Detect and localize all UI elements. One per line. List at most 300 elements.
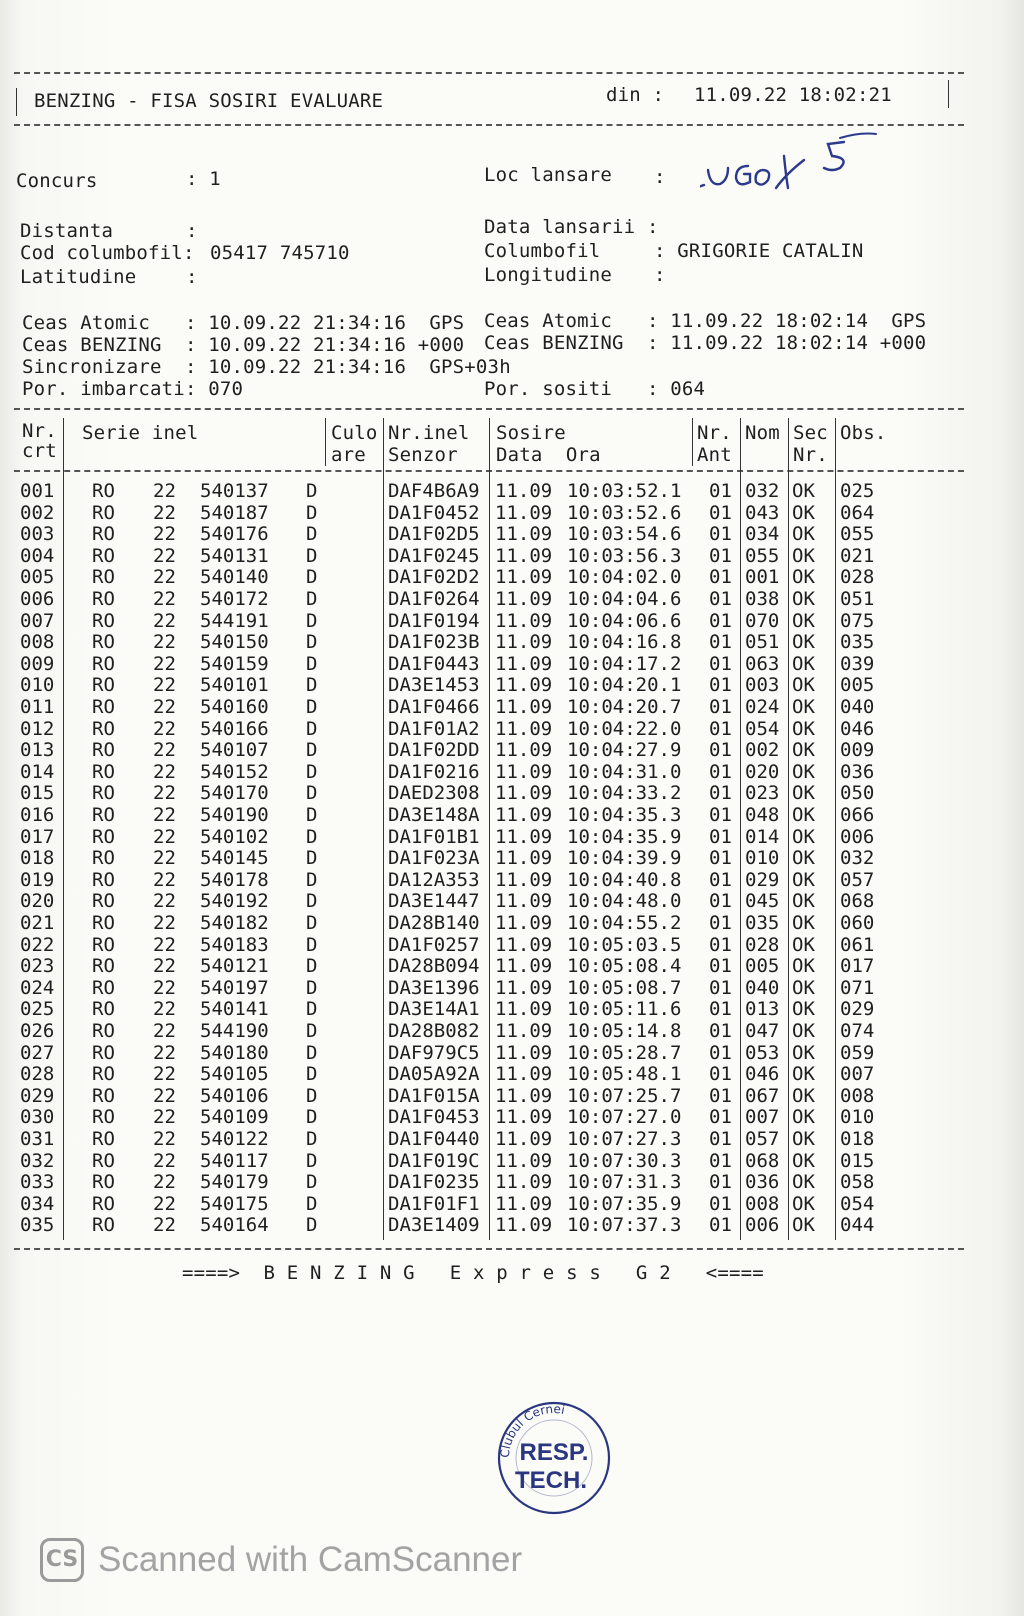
cell-sex: D (306, 480, 318, 502)
cell-ring-number: 540187 (200, 501, 269, 524)
cell-sensor-id: DA1F0453 (388, 1106, 480, 1129)
cell-country: RO (92, 588, 115, 610)
cell-sensor-id: DA28B094 (388, 955, 480, 978)
cell-sec-status: OK (792, 976, 815, 999)
cell-antenna: 01 (709, 674, 732, 697)
cell-time: 10:04:04.6 (567, 588, 682, 610)
cell-sec-status: OK (792, 890, 815, 913)
cell-year: 22 (153, 847, 176, 870)
cell-year: 22 (153, 739, 176, 762)
cell-year: 22 (153, 1020, 176, 1042)
cell-obs: 032 (840, 847, 875, 870)
cell-time: 10:07:37.3 (567, 1214, 682, 1237)
table-row (0, 1214, 1024, 1236)
cell-nr: 015 (20, 782, 55, 805)
cell-sec-status: OK (792, 760, 815, 783)
cell-sec-status: OK (792, 523, 815, 546)
cell-country: RO (92, 1171, 115, 1194)
cell-country: RO (92, 480, 115, 502)
table-row (0, 1171, 1024, 1193)
table-row (0, 934, 1024, 956)
cell-sex: D (306, 890, 318, 913)
cell-sex: D (306, 804, 318, 826)
cell-time: 10:07:30.3 (567, 1149, 682, 1172)
cell-nominal: 046 (745, 1063, 780, 1086)
cell-obs: 005 (840, 674, 875, 697)
cell-sex: D (306, 1149, 318, 1172)
cell-year: 22 (153, 1214, 176, 1237)
cell-ring-number: 540178 (200, 868, 269, 891)
cell-obs: 039 (840, 652, 875, 675)
cell-date: 11.09 (495, 933, 553, 956)
cell-country: RO (92, 868, 115, 891)
cell-sex: D (306, 1063, 318, 1086)
cell-country: RO (92, 1128, 115, 1150)
cell-nominal: 005 (745, 955, 780, 978)
cell-ring-number: 544191 (200, 609, 269, 632)
cell-sex: D (306, 739, 318, 762)
loc-lansare-label: Loc lansare (484, 164, 613, 186)
cell-antenna: 01 (709, 1128, 732, 1150)
cell-time: 10:04:33.2 (567, 782, 682, 805)
cell-obs: 009 (840, 739, 875, 762)
cell-nominal: 051 (745, 631, 780, 654)
cell-date: 11.09 (495, 1171, 553, 1194)
camscanner-text: Scanned with CamScanner (98, 1540, 523, 1579)
cell-country: RO (92, 501, 115, 524)
cell-antenna: 01 (709, 760, 732, 783)
cell-antenna: 01 (709, 1214, 732, 1237)
cell-sec-status: OK (792, 1084, 815, 1107)
cell-nominal: 032 (745, 480, 780, 502)
cell-nr: 029 (20, 1084, 55, 1107)
cell-time: 10:07:25.7 (567, 1084, 682, 1107)
cell-country: RO (92, 955, 115, 978)
cell-country: RO (92, 1020, 115, 1042)
distanta-label: Distanta (20, 220, 114, 242)
cell-time: 10:07:35.9 (567, 1192, 682, 1215)
cell-antenna: 01 (709, 1106, 732, 1129)
cell-ring-number: 540170 (200, 782, 269, 805)
cell-year: 22 (153, 652, 176, 675)
stamp-line-2: TECH. (515, 1467, 587, 1494)
cell-obs: 040 (840, 696, 875, 718)
cell-obs: 007 (840, 1063, 875, 1086)
cell-ring-number: 540197 (200, 976, 269, 999)
cell-year: 22 (153, 1106, 176, 1129)
cell-nr: 003 (20, 523, 55, 546)
cell-sex: D (306, 1128, 318, 1150)
col-nrinel-header-2: Senzor (388, 444, 458, 466)
table-row (0, 653, 1024, 675)
cell-antenna: 01 (709, 480, 732, 502)
cell-date: 11.09 (495, 501, 553, 524)
cell-nr: 013 (20, 739, 55, 762)
table-row (0, 1193, 1024, 1215)
cell-sec-status: OK (792, 674, 815, 697)
cell-nominal: 001 (745, 566, 780, 589)
cell-date: 11.09 (495, 544, 553, 567)
columbofil-label: Columbofil (484, 240, 601, 262)
cell-ring-number: 540101 (200, 674, 269, 697)
cell-antenna: 01 (709, 933, 732, 956)
cell-time: 10:05:08.4 (567, 955, 682, 978)
cell-nr: 019 (20, 868, 55, 891)
cell-sensor-id: DA3E148A (388, 804, 480, 826)
stamp-ring-text: Clubul Cernei (497, 1401, 567, 1459)
club-stamp (495, 1398, 613, 1516)
cell-nominal: 036 (745, 1171, 780, 1194)
cell-sensor-id: DA1F02DD (388, 739, 480, 762)
cell-time: 10:04:39.9 (567, 847, 682, 870)
table-row (0, 631, 1024, 653)
cell-sex: D (306, 588, 318, 610)
cell-time: 10:04:20.7 (567, 696, 682, 718)
cell-sensor-id: DA12A353 (388, 868, 480, 891)
cell-sec-status: OK (792, 480, 815, 502)
cell-nr: 020 (20, 890, 55, 913)
cell-nominal: 029 (745, 868, 780, 891)
cell-sensor-id: DA1F0216 (388, 760, 480, 783)
cell-time: 10:03:52.1 (567, 480, 682, 502)
cell-sensor-id: DA3E1409 (388, 1214, 480, 1237)
cell-year: 22 (153, 998, 176, 1021)
cell-sec-status: OK (792, 501, 815, 524)
cell-date: 11.09 (495, 674, 553, 697)
cell-year: 22 (153, 1149, 176, 1172)
cell-sensor-id: DA1F0440 (388, 1128, 480, 1150)
cell-year: 22 (153, 933, 176, 956)
cell-ring-number: 540121 (200, 955, 269, 978)
table-row (0, 718, 1024, 740)
cell-obs: 025 (840, 480, 875, 502)
cell-antenna: 01 (709, 847, 732, 870)
cell-nr: 024 (20, 976, 55, 999)
cell-obs: 068 (840, 890, 875, 913)
table-row (0, 610, 1024, 632)
col-nrinel-header-1: Nr.inel (388, 422, 470, 444)
cell-sex: D (306, 566, 318, 589)
table-row (0, 912, 1024, 934)
cell-year: 22 (153, 1084, 176, 1107)
cell-year: 22 (153, 717, 176, 740)
cell-sex: D (306, 674, 318, 697)
cell-nr: 031 (20, 1128, 55, 1150)
cell-nr: 009 (20, 652, 55, 675)
cell-sex: D (306, 1214, 318, 1237)
por-sositi: Por. sositi : 064 (484, 378, 706, 400)
cell-ring-number: 540182 (200, 912, 269, 934)
cell-nominal: 014 (745, 825, 780, 848)
cell-ring-number: 540107 (200, 739, 269, 762)
cell-year: 22 (153, 1063, 176, 1086)
cell-sensor-id: DA1F0452 (388, 501, 480, 524)
cell-date: 11.09 (495, 868, 553, 891)
cell-date: 11.09 (495, 631, 553, 654)
cell-ring-number: 540109 (200, 1106, 269, 1129)
col-nr-header-1: Nr. (22, 420, 57, 442)
cell-ring-number: 540192 (200, 890, 269, 913)
cell-obs: 015 (840, 1149, 875, 1172)
cell-year: 22 (153, 501, 176, 524)
cell-sex: D (306, 976, 318, 999)
cell-year: 22 (153, 1128, 176, 1150)
cell-time: 10:05:14.8 (567, 1020, 682, 1042)
cell-year: 22 (153, 1041, 176, 1064)
col-ant-header-1: Nr. (697, 422, 732, 444)
cell-ring-number: 540150 (200, 631, 269, 654)
cell-country: RO (92, 674, 115, 697)
cell-sensor-id: DA1F015A (388, 1084, 480, 1107)
cell-sensor-id: DA1F0257 (388, 933, 480, 956)
cell-sensor-id: DA1F01B1 (388, 825, 480, 848)
table-row (0, 955, 1024, 977)
table-row (0, 1063, 1024, 1085)
ceas-benzing-end: Ceas BENZING : 11.09.22 18:02:14 +000 (484, 332, 927, 354)
table-row (0, 977, 1024, 999)
cell-obs: 051 (840, 588, 875, 610)
cell-sec-status: OK (792, 955, 815, 978)
cell-antenna: 01 (709, 566, 732, 589)
cell-sec-status: OK (792, 804, 815, 826)
cell-sensor-id: DA3E14A1 (388, 998, 480, 1021)
cell-nominal: 070 (745, 609, 780, 632)
cell-sex: D (306, 825, 318, 848)
cell-sex: D (306, 1084, 318, 1107)
cell-country: RO (92, 782, 115, 805)
cell-sensor-id: DA1F0245 (388, 544, 480, 567)
cell-sec-status: OK (792, 847, 815, 870)
cell-time: 10:04:31.0 (567, 760, 682, 783)
cell-nominal: 067 (745, 1084, 780, 1107)
cell-sensor-id: DA3E1453 (388, 674, 480, 697)
cell-nominal: 040 (745, 976, 780, 999)
cell-sensor-id: DA05A92A (388, 1063, 480, 1086)
cell-antenna: 01 (709, 1192, 732, 1215)
cell-country: RO (92, 912, 115, 934)
col-nom-header: Nom (745, 422, 780, 444)
camscanner-watermark (40, 1530, 600, 1590)
cell-antenna: 01 (709, 739, 732, 762)
cell-country: RO (92, 652, 115, 675)
cell-sec-status: OK (792, 631, 815, 654)
cell-sensor-id: DA1F023B (388, 631, 480, 654)
table-row (0, 1020, 1024, 1042)
cell-nr: 001 (20, 480, 55, 502)
cell-nr: 018 (20, 847, 55, 870)
cell-sensor-id: DAF979C5 (388, 1041, 480, 1064)
cell-sensor-id: DA1F01A2 (388, 717, 480, 740)
cell-country: RO (92, 1084, 115, 1107)
cell-sec-status: OK (792, 566, 815, 589)
cell-antenna: 01 (709, 544, 732, 567)
cell-antenna: 01 (709, 652, 732, 675)
cell-year: 22 (153, 523, 176, 546)
cell-time: 10:07:27.0 (567, 1106, 682, 1129)
cell-sensor-id: DA28B140 (388, 912, 480, 934)
cell-antenna: 01 (709, 588, 732, 610)
cell-nominal: 055 (745, 544, 780, 567)
cell-sec-status: OK (792, 1041, 815, 1064)
cell-year: 22 (153, 825, 176, 848)
cell-sex: D (306, 955, 318, 978)
cell-sec-status: OK (792, 588, 815, 610)
cell-sec-status: OK (792, 825, 815, 848)
cell-antenna: 01 (709, 804, 732, 826)
cell-nominal: 047 (745, 1020, 780, 1042)
cell-ring-number: 540140 (200, 566, 269, 589)
cell-ring-number: 540152 (200, 760, 269, 783)
cell-date: 11.09 (495, 804, 553, 826)
cell-time: 10:04:02.0 (567, 566, 682, 589)
cell-nominal: 008 (745, 1192, 780, 1215)
cell-country: RO (92, 631, 115, 654)
cell-antenna: 01 (709, 998, 732, 1021)
col-sec-header-2: Nr. (793, 444, 828, 466)
cell-obs: 066 (840, 804, 875, 826)
cell-nr: 002 (20, 501, 55, 524)
cell-date: 11.09 (495, 760, 553, 783)
table-row (0, 696, 1024, 718)
cell-sec-status: OK (792, 1020, 815, 1042)
cell-obs: 010 (840, 1106, 875, 1129)
cell-obs: 050 (840, 782, 875, 805)
report-title: BENZING - FISA SOSIRI EVALUARE (34, 90, 384, 112)
cell-sensor-id: DA3E1396 (388, 976, 480, 999)
cell-year: 22 (153, 588, 176, 610)
cell-sensor-id: DA28B082 (388, 1020, 480, 1042)
cell-time: 10:04:20.1 (567, 674, 682, 697)
data-lansarii-label: Data lansarii : (484, 216, 659, 238)
cell-obs: 017 (840, 955, 875, 978)
cell-ring-number: 540175 (200, 1192, 269, 1215)
cell-sec-status: OK (792, 609, 815, 632)
cell-country: RO (92, 890, 115, 913)
concurs-label: Concurs (16, 170, 98, 192)
table-row (0, 674, 1024, 696)
cell-nr: 032 (20, 1149, 55, 1172)
cell-nominal: 034 (745, 523, 780, 546)
cell-nr: 027 (20, 1041, 55, 1064)
cell-sec-status: OK (792, 739, 815, 762)
cell-nr: 026 (20, 1020, 55, 1042)
cell-sex: D (306, 782, 318, 805)
cell-ring-number: 540102 (200, 825, 269, 848)
cell-sec-status: OK (792, 782, 815, 805)
cell-sensor-id: DA1F01F1 (388, 1192, 480, 1215)
cell-ring-number: 540176 (200, 523, 269, 546)
table-row (0, 890, 1024, 912)
handwritten-launch-location (700, 130, 910, 200)
cell-nr: 008 (20, 631, 55, 654)
cell-sec-status: OK (792, 1171, 815, 1194)
cell-sec-status: OK (792, 652, 815, 675)
cell-sec-status: OK (792, 1149, 815, 1172)
columbofil-value: : GRIGORIE CATALIN (654, 240, 864, 262)
cell-sex: D (306, 501, 318, 524)
cell-time: 10:05:03.5 (567, 933, 682, 956)
cell-nr: 030 (20, 1106, 55, 1129)
cell-year: 22 (153, 912, 176, 934)
cell-sensor-id: DA1F0264 (388, 588, 480, 610)
cell-country: RO (92, 523, 115, 546)
cell-nominal: 063 (745, 652, 780, 675)
cell-nr: 012 (20, 717, 55, 740)
cell-sensor-id: DA1F019C (388, 1149, 480, 1172)
cell-obs: 074 (840, 1020, 875, 1042)
col-sep-ant (692, 418, 693, 466)
cod-columbofil-value: 05417 745710 (210, 242, 350, 264)
cell-ring-number: 540160 (200, 696, 269, 718)
cell-sex: D (306, 1171, 318, 1194)
cell-ring-number: 540190 (200, 804, 269, 826)
cell-time: 10:04:16.8 (567, 631, 682, 654)
cell-year: 22 (153, 782, 176, 805)
cell-ring-number: 540164 (200, 1214, 269, 1237)
table-row (0, 545, 1024, 567)
cell-date: 11.09 (495, 588, 553, 610)
cell-nominal: 035 (745, 912, 780, 934)
cell-year: 22 (153, 631, 176, 654)
cell-obs: 054 (840, 1192, 875, 1215)
cell-nr: 004 (20, 544, 55, 567)
cell-sex: D (306, 912, 318, 934)
cell-date: 11.09 (495, 609, 553, 632)
cell-country: RO (92, 544, 115, 567)
cell-country: RO (92, 609, 115, 632)
cell-country: RO (92, 696, 115, 718)
cell-nominal: 020 (745, 760, 780, 783)
cell-year: 22 (153, 955, 176, 978)
cell-sec-status: OK (792, 1192, 815, 1215)
concurs-value: : 1 (186, 168, 221, 190)
cell-ring-number: 540183 (200, 933, 269, 956)
cell-country: RO (92, 1041, 115, 1064)
cell-nominal: 053 (745, 1041, 780, 1064)
col-nr-header-2: crt (22, 440, 57, 462)
col-ant-header-2: Ant (697, 444, 732, 466)
stamp-line-1: RESP. (519, 1439, 589, 1466)
cell-date: 11.09 (495, 825, 553, 848)
table-row (0, 869, 1024, 891)
table-top-rule (14, 408, 964, 410)
cell-sec-status: OK (792, 717, 815, 740)
col-sosire-header-2: Data Ora (496, 444, 601, 466)
col-obs-header: Obs. (840, 422, 887, 444)
cell-time: 10:04:35.9 (567, 825, 682, 848)
cell-obs: 044 (840, 1214, 875, 1237)
cell-nominal: 028 (745, 933, 780, 956)
cell-sec-status: OK (792, 868, 815, 891)
table-row (0, 804, 1024, 826)
cell-antenna: 01 (709, 912, 732, 934)
cell-nominal: 006 (745, 1214, 780, 1237)
cell-date: 11.09 (495, 1149, 553, 1172)
cell-obs: 055 (840, 523, 875, 546)
cell-sex: D (306, 933, 318, 956)
cell-sensor-id: DAF4B6A9 (388, 480, 480, 502)
cell-nr: 025 (20, 998, 55, 1021)
loc-lansare-colon: : (654, 166, 666, 188)
cell-date: 11.09 (495, 1063, 553, 1086)
cell-year: 22 (153, 1171, 176, 1194)
cell-obs: 021 (840, 544, 875, 567)
cell-sex: D (306, 696, 318, 718)
cell-antenna: 01 (709, 825, 732, 848)
cell-nominal: 057 (745, 1128, 780, 1150)
cell-antenna: 01 (709, 609, 732, 632)
cell-time: 10:04:27.9 (567, 739, 682, 762)
